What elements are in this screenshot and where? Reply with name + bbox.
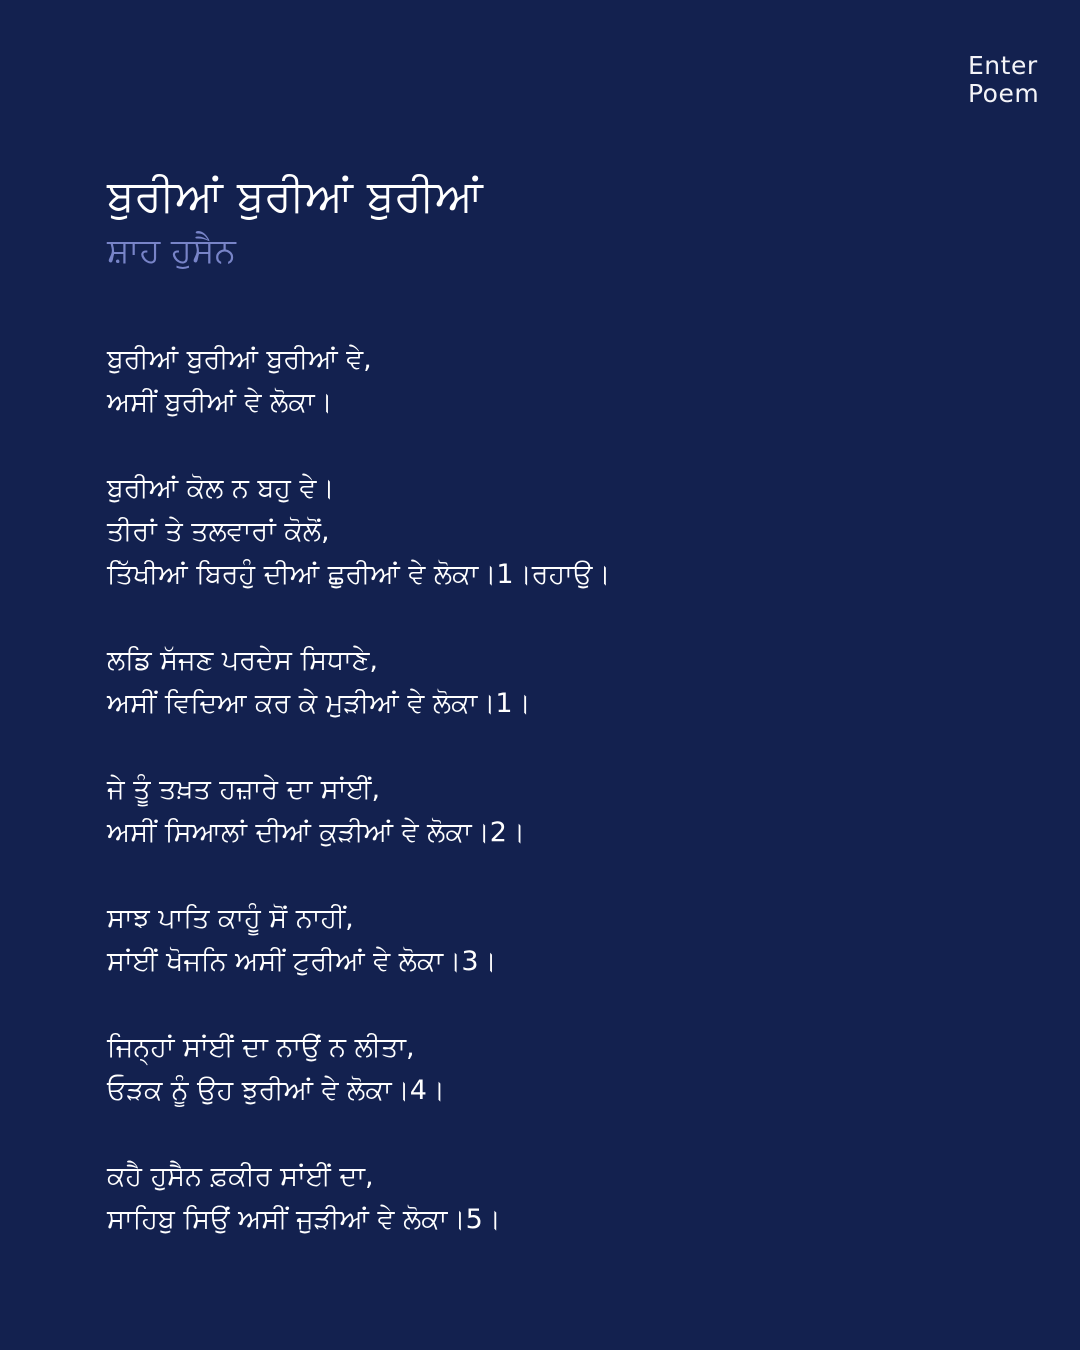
poem-line: ਤਿੱਖੀਆਂ ਬਿਰਹੁੰ ਦੀਆਂ ਛੁਰੀਆਂ ਵੇ ਲੋਕਾ।1।ਰਹਾਉ। (107, 559, 611, 590)
poem-line: ਸਾਝ ਪਾਤਿ ਕਾਹੂੰ ਸੋਂ ਨਾਹੀਂ, (107, 903, 354, 934)
enter-poem-logo (968, 52, 1048, 108)
poem-line: ਬੁਰੀਆਂ ਕੋਲ ਨ ਬਹੁ ਵੇ। (107, 473, 335, 504)
logo-line-1: Enter (968, 51, 1038, 80)
poem-line: ਅਸੀਂ ਵਿਦਿਆ ਕਰ ਕੇ ਮੁੜੀਆਂ ਵੇ ਲੋਕਾ।1। (107, 688, 531, 719)
stanza (107, 1155, 987, 1241)
stanza (107, 338, 987, 424)
poem-line: ਲਡਿ ਸੱਜਣ ਪਰਦੇਸ ਸਿਧਾਣੇ, (107, 645, 379, 676)
poem-line: ਸਾਹਿਬੁ ਸਿਉਂ ਅਸੀਂ ਜੁੜੀਆਂ ਵੇ ਲੋਕਾ।5। (107, 1204, 501, 1235)
poem-line: ਓੜਕ ਨੂੰ ਉਹ ਝੁਰੀਆਂ ਵੇ ਲੋਕਾ।4। (107, 1075, 446, 1106)
logo-line-2: Poem (968, 79, 1040, 108)
poem-line: ਕਹੈ ਹੁਸੈਨ ਫ਼ਕੀਰ ਸਾਂਈਂ ਦਾ, (107, 1161, 374, 1192)
stanza (107, 639, 987, 725)
stanza (107, 897, 987, 983)
poem-line: ਸਾਂਈਂ ਖੋਜਨਿ ਅਸੀਂ ਟੁਰੀਆਂ ਵੇ ਲੋਕਾ।3। (107, 946, 497, 977)
poem-line: ਜੇ ਤੂੰ ਤਖ਼ਤ ਹਜ਼ਾਰੇ ਦਾ ਸਾਂਈਂ, (107, 774, 381, 805)
stanza (107, 768, 987, 854)
poem-header (107, 168, 967, 276)
poem-body (107, 338, 987, 1284)
poem-line: ਅਸੀਂ ਬੁਰੀਆਂ ਵੇ ਲੋਕਾ। (107, 387, 333, 418)
stanza (107, 1026, 987, 1112)
poem-title: ਬੁਰੀਆਂ ਬੁਰੀਆਂ ਬੁਰੀਆਂ (107, 171, 483, 222)
poem-line: ਅਸੀਂ ਸਿਆਲਾਂ ਦੀਆਂ ਕੁੜੀਆਂ ਵੇ ਲੋਕਾ।2। (107, 817, 526, 848)
poet-name: ਸ਼ਾਹ ਹੁਸੈਨ (107, 231, 236, 271)
stanza (107, 467, 987, 596)
poem-line: ਜਿਨ੍ਹਾਂ ਸਾਂਈਂ ਦਾ ਨਾਉਂ ਨ ਲੀਤਾ, (107, 1032, 415, 1063)
poem-line: ਬੁਰੀਆਂ ਬੁਰੀਆਂ ਬੁਰੀਆਂ ਵੇ, (107, 344, 372, 375)
poem-line: ਤੀਰਾਂ ਤੇ ਤਲਵਾਰਾਂ ਕੋਲੋਂ, (107, 516, 330, 547)
